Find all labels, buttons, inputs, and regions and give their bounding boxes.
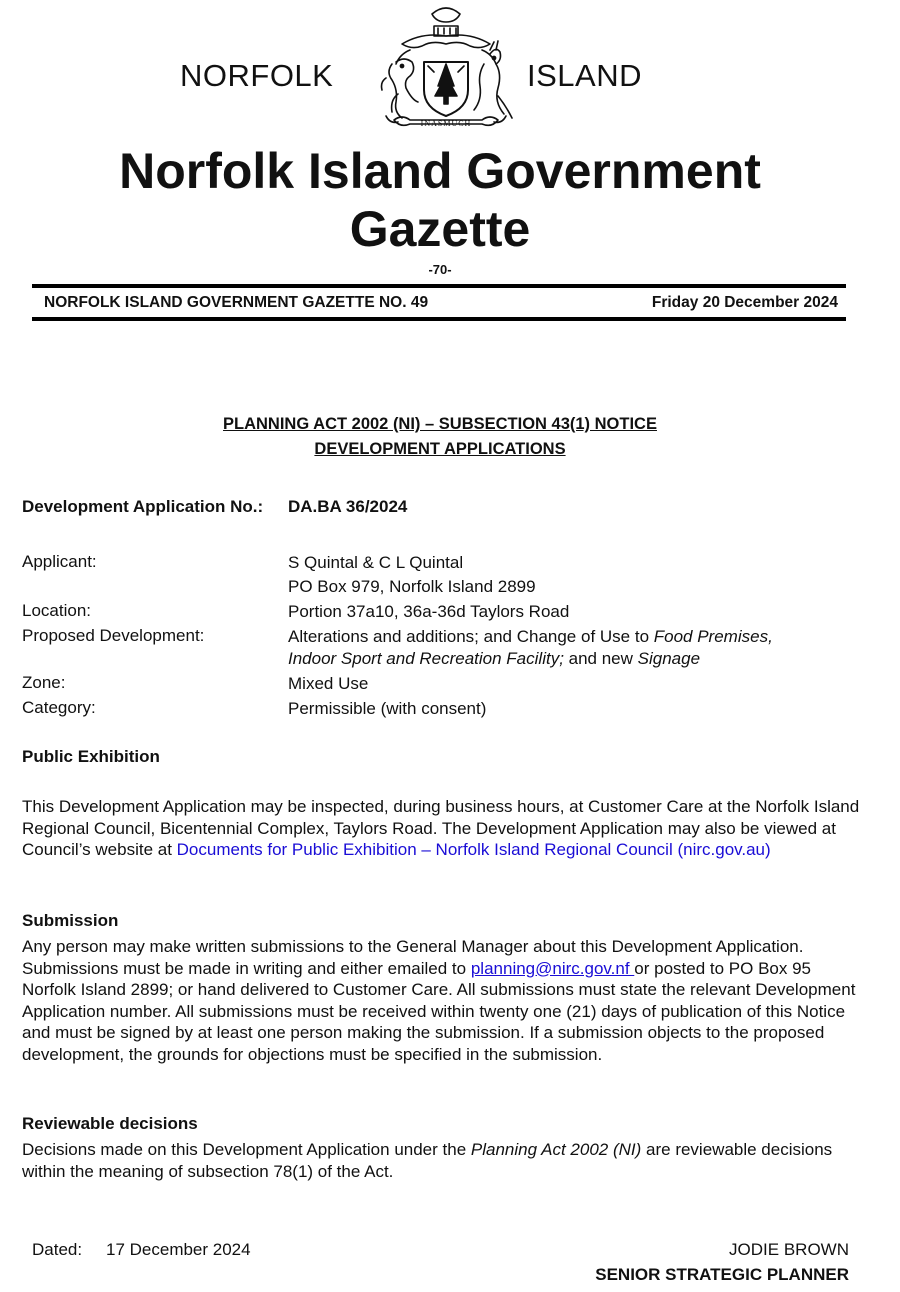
gazette-title-line1: Norfolk Island Government <box>119 143 761 199</box>
masthead-left-word: NORFOLK <box>180 58 334 93</box>
location-label: Location: <box>22 601 91 620</box>
applicant-name: S Quintal & C L Quintal <box>288 553 464 572</box>
zone-label: Zone: <box>22 673 66 692</box>
submission-text: Any person may make written submissions to the General Manager about this Development Application. Submissions must be made in writing and either emailed to planning@nirc.gov.nf or posted to PO Box 95 Norfolk Island 2899; or hand delivered to Customer Care. All submissions must state the relevant Development Application number. All submissions must be received within twenty one (21) days of publication of this Notice and must be signed by at least one person making the submission. If a submission objects to the proposed development, the grounds for objections must be specified in the submission. <box>22 937 856 1064</box>
applicant-address: PO Box 979, Norfolk Island 2899 <box>288 577 536 596</box>
reviewable-heading: Reviewable decisions <box>22 1114 198 1133</box>
public-exhibition-text: This Development Application may be inspected, during business hours, at Customer Care at the Norfolk Island Regional Council, Bicentennial Complex, Taylors Road. The Development Application may also be viewed at Council’s website at Documents for Public Exhibition – Norfolk Island Regional Council (nirc.gov.au) <box>22 797 860 859</box>
proposed-label: Proposed Development: <box>22 626 205 645</box>
gazette-date: Friday 20 December 2024 <box>651 294 838 311</box>
category-label: Category: <box>22 698 96 717</box>
planning-email-link[interactable]: planning@nirc.gov.nf <box>470 958 635 978</box>
gazette-number: NORFOLK ISLAND GOVERNMENT GAZETTE NO. 49 <box>44 294 429 311</box>
reviewable-text: Decisions made on this Development Application under the Planning Act 2002 (NI) are reviewable decisions within the meaning of subsection 78(1) of the Act. <box>22 1140 833 1181</box>
da-value: DA.BA 36/2024 <box>288 497 408 516</box>
notice-heading: PLANNING ACT 2002 (NI) – SUBSECTION 43(1) NOTICE <box>223 415 657 433</box>
masthead-right-word: ISLAND <box>527 58 642 93</box>
location-value: Portion 37a10, 36a-36d Taylors Road <box>288 602 570 621</box>
dated-label: Dated: <box>32 1240 83 1259</box>
signatory-title: SENIOR STRATEGIC PLANNER <box>595 1265 849 1284</box>
public-exhibition-link[interactable]: Documents for Public Exhibition – Norfolk Island Regional Council (nirc.gov.au) <box>176 840 771 859</box>
crest-motto: INASMUCH <box>420 119 472 128</box>
bottom-rule <box>32 317 846 321</box>
da-label: Development Application No.: <box>22 497 264 516</box>
top-rule <box>32 284 846 288</box>
applicant-label: Applicant: <box>22 552 97 571</box>
zone-value: Mixed Use <box>288 674 369 693</box>
public-exhibition-heading: Public Exhibition <box>22 747 160 766</box>
category-value: Permissible (with consent) <box>288 699 487 718</box>
dated-value: 17 December 2024 <box>106 1240 251 1259</box>
page-number: -70- <box>428 262 452 277</box>
submission-heading: Submission <box>22 911 119 930</box>
signatory-name: JODIE BROWN <box>729 1240 849 1259</box>
coat-of-arms-icon <box>372 4 520 138</box>
notice-subheading: DEVELOPMENT APPLICATIONS <box>314 440 566 458</box>
proposed-value: Alterations and additions; and Change of Use to Food Premises, Indoor Sport and Recreation Facility; and new Signage <box>288 627 773 668</box>
gazette-title-line2: Gazette <box>349 201 531 257</box>
